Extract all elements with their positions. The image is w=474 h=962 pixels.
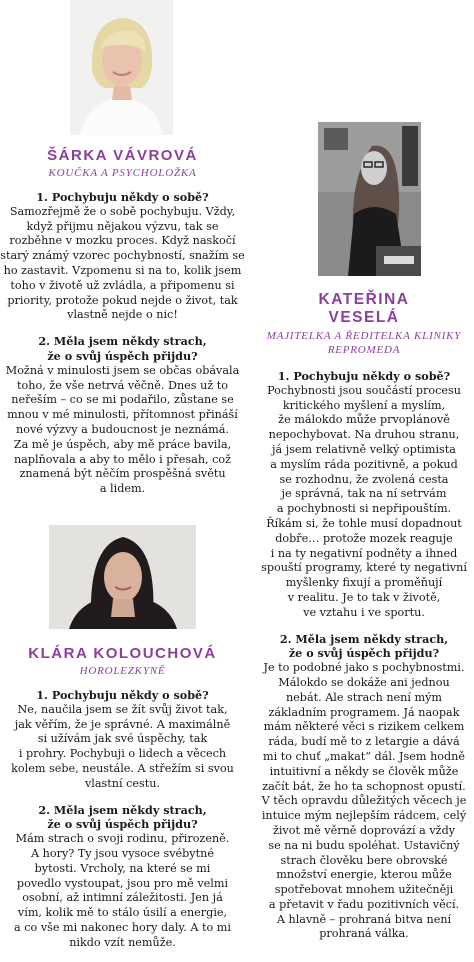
profile-sarka-vavrova [0, 147, 245, 508]
person-name: KATEŘINA VESELÁ [318, 291, 410, 326]
answer-1: Samozřejmě že o sobě pochybuju. Vždy, když přijmu nějakou výzvu, tak se rozběhne v mozku proces. Když naskočí starý známý vzorec pochybností, snažím se ho zastavit. Vzpomenu si na to, kolik jsem toho v životě už zvládla, a připomenu si priority, protože pokud nejde o život, tak vlastně nejde o nic! [0, 204, 245, 322]
answer-2: Je to podobné jako s pochybnostmi. Málokdo se dokáže ani jednou nebát. Ale strach není mým základním programem. Já naopak mám některé věci s rizikem celkem ráda, budí mě to z letargie a dává mi to chuť „makat“ dál. Jsem hodně intuitivní a někdy se člověk může začít bát, že ho ta schopnost opustí. V těch opravdu důležitých věcech je intuice mým nejlepším rádcem, celý život mě věrně doprovází a vždy se na ni budu spoléhat. Ustavičný strach člověku bere obrovské množství energie, kterou může spotřebovat mnohem užitečněji a přetavit v řadu pozitivních věcí. A hlavně – prohraná bitva není prohraná válka. [261, 661, 467, 941]
photo-klara-kolouchova [49, 525, 196, 629]
question-1: 1. Pochybuju někdy o sobě? [277, 369, 451, 383]
person-role: KOUČKA A PSYCHOLOŽKA [48, 167, 197, 179]
profile-klara-kolouchova [0, 645, 245, 962]
answer-1: Pochybnosti jsou součástí procesu kritického myšlení a myslím, že málokdo může prvoplánově nepochybovat. Na druhou stranu, já jsem relativně velký optimista a myslím ráda pozitivně, a pokud se rozhodnu, že zvolená cesta je správná, tak na ní setrvám a pochybnosti si nepřipouštím. Říkám si, že tohle musí dopadnout dobře… protože mozek reaguje i na ty negativní podněty a ihned spouští programy, které ty negativní myšlenky fixují a proměňují v realitu. Je to tak v životě, ve vztahu i ve sportu. [261, 383, 467, 619]
photo-katerina-vesela [318, 122, 421, 276]
answer-2: Možná v minulosti jsem se občas obávala toho, že vše netrvá věčně. Dnes už to neřeším – co se mi podařilo, zůstane se mnou v mé minulosti, přítomnost přináší nové výzvy a budoucnost je neznámá. Za mě je úspěch, aby mě práce bavila, naplňovala a aby to mělo i přesah, což znamená být něčím prospěšná světu a lidem. [5, 363, 240, 496]
photo-sarka-vavrova [70, 0, 173, 135]
question-2: 2. Měla jsem někdy strach, že o svůj úspěch přijdu? [38, 334, 207, 363]
person-role: HOROLEZKYNĚ [79, 665, 166, 677]
answer-2: Mám strach o svoji rodinu, přirozeně. A hory? Ty jsou vysoce svébytné bytosti. Vrcholy, na které se mi povedlo vystoupat, jsou pro mě velmi osobní, až intimní záležitosti. Jen já vím, kolik mě to stálo úsilí a energie, a co vše mi nakonec hory daly. A to mi nikdo vzít nemůže. [14, 832, 231, 949]
portrait-dark-haired-woman-photo [49, 525, 196, 629]
person-role: MAJITELKA A ŘEDITELKA KLINIKY REPROMEDA [266, 330, 462, 356]
answer-1: Ne, naučila jsem se žít svůj život tak, jak věřím, že je správné. A maximálně si užívám jak své úspěchy, tak i prohry. Pochybuji o lidech a věcech kolem sebe, neustále. A střežím si svou vlastní cestu. [11, 702, 234, 790]
question-2: 2. Měla jsem někdy strach, že o svůj úspěch přijdu? [279, 631, 449, 661]
question-1: 1. Pochybuju někdy o sobě? [36, 190, 209, 204]
question-2: 2. Měla jsem někdy strach, že o svůj úspěch přijdu? [38, 802, 207, 832]
person-name: KLÁRA KOLOUCHOVÁ [28, 645, 217, 662]
question-1: 1. Pochybuju někdy o sobě? [36, 688, 209, 702]
person-name: ŠÁRKA VÁVROVÁ [47, 147, 198, 164]
portrait-bw-woman-with-glasses-photo [318, 122, 421, 276]
profile-katerina-vesela [254, 291, 474, 953]
portrait-blonde-woman-photo [70, 0, 173, 135]
